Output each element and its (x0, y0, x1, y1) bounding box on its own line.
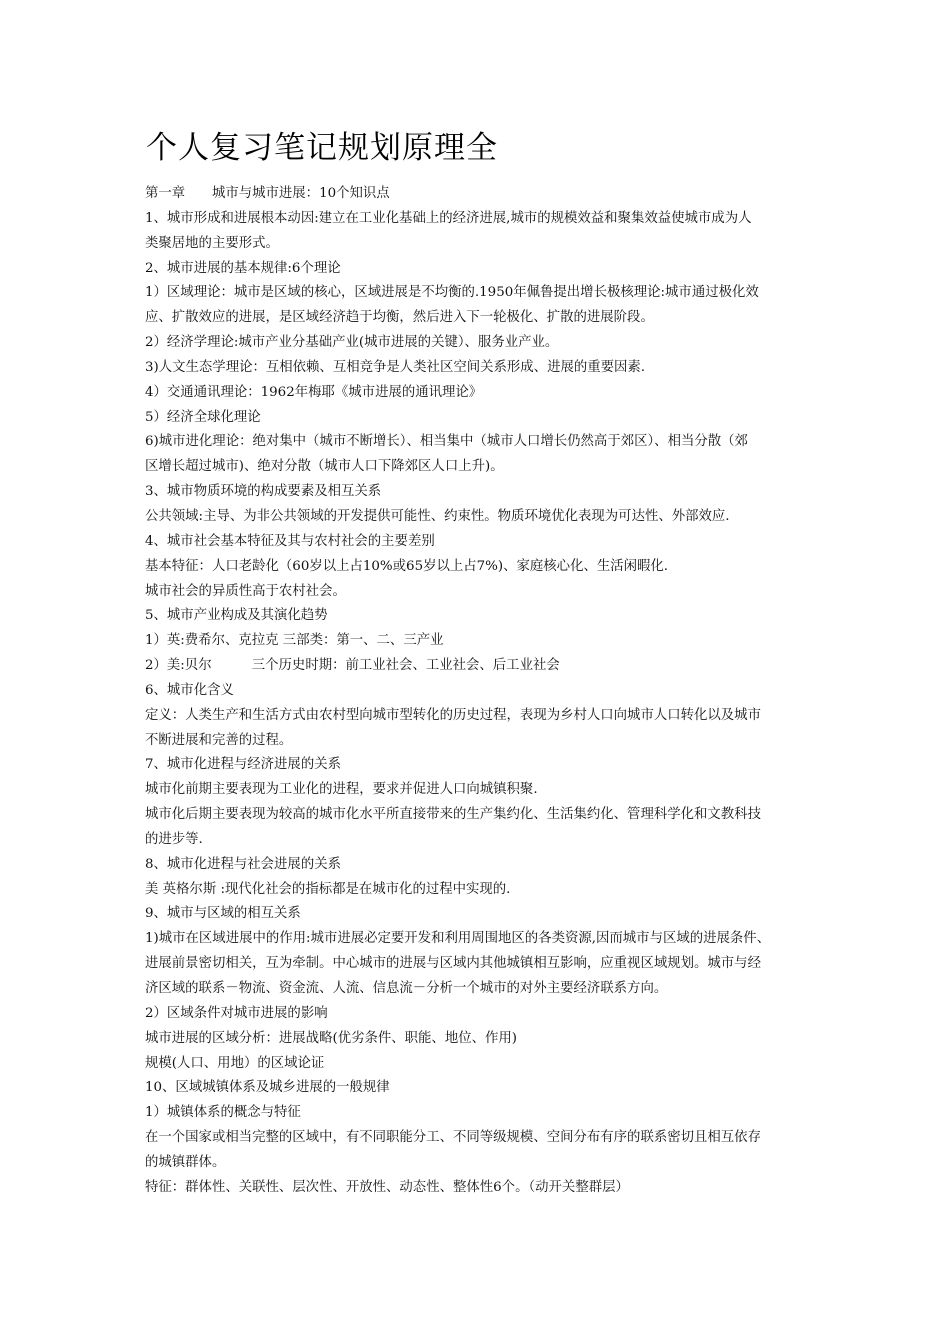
text-line: 4）交通通讯理论：1962年梅耶《城市进展的通讯理论》 (145, 384, 483, 400)
text-line: 区增长超过城市)、绝对分散（城市人口下降郊区人口上升)。 (145, 459, 504, 475)
text-line: 1）城镇体系的概念与特征 (145, 1105, 301, 1121)
text-line: 的进步等. (145, 831, 203, 847)
text-line: 特征：群体性、关联性、层次性、开放性、动态性、整体性6个。（动开关整群层） (145, 1179, 629, 1195)
text-line: 10、区域城镇体系及城乡进展的一般规律 (145, 1080, 390, 1096)
text-line: 9、城市与区域的相互关系 (145, 906, 301, 922)
text-line: 应、扩散效应的进展，是区域经济趋于均衡，然后进入下一轮极化、扩散的进展阶段。 (145, 310, 654, 326)
text-line: 1）英:费希尔、克拉克 三部类：第一、二、三产业 (145, 633, 444, 649)
text-line: 城市化前期主要表现为工业化的进程，要求并促进人口向城镇积聚. (145, 782, 538, 798)
text-line: 第一章 城市与城市进展：10个知识点 (145, 186, 390, 201)
text-line: 类聚居地的主要形式。 (145, 235, 279, 251)
document-title: 个人复习笔记规划原理全 (146, 130, 498, 166)
text-line: 2）经济学理论:城市产业分基础产业(城市进展的关键）、服务业产业。 (145, 335, 559, 351)
document-body (145, 182, 817, 1201)
text-line: 1、城市形成和进展根本动因:建立在工业化基础上的经济进展,城市的规模效益和聚集效益使城市成为人 (145, 210, 752, 226)
text-line: 4、城市社会基本特征及其与农村社会的主要差别 (145, 533, 435, 549)
text-line: 1)城市在区域进展中的作用:城市进展必定要开发和利用周围地区的各类资源,因而城市与区域的进展条件、 (145, 931, 771, 947)
text-line: 美 英格尔斯 :现代化社会的指标都是在城市化的过程中实现的. (145, 881, 511, 897)
text-line: 城市进展的区域分析：进展战略(优劣条件、职能、地位、作用) (145, 1030, 517, 1046)
text-line: 2）区域条件对城市进展的影响 (145, 1005, 328, 1021)
text-line: 2、城市进展的基本规律:6个理论 (145, 260, 341, 276)
text-line: 基本特征：人口老龄化（60岁以上占10%或65岁以上占7%)、家庭核心化、生活闲暇化. (145, 558, 669, 574)
text-line: 公共领域:主导、为非公共领域的开发提供可能性、约束性。物质环境优化表现为可达性、外部效应. (145, 508, 730, 524)
text-line: 3)人文生态学理论：互相依赖、互相竞争是人类社区空间关系形成、进展的重要因素. (145, 359, 646, 375)
text-line: 2）美:贝尔 三个历史时期：前工业社会、工业社会、后工业社会 (145, 658, 560, 674)
text-line: 7、城市化进程与经济进展的关系 (145, 757, 341, 773)
text-line: 不断进展和完善的过程。 (145, 732, 293, 748)
text-line: 在一个国家或相当完整的区域中，有不同职能分工、不同等级规模、空间分布有序的联系密切且相互依存 (145, 1130, 761, 1146)
text-line: 5）经济全球化理论 (145, 409, 261, 425)
text-line: 进展前景密切相关，互为牵制。中心城市的进展与区域内其他城镇相互影响，应重视区域规划。城市与经 (145, 956, 761, 972)
text-line: 济区域的联系－物流、资金流、人流、信息流－分析一个城市的对外主要经济联系方向。 (145, 981, 668, 996)
text-line: 规模(人口、用地）的区域论证 (145, 1055, 325, 1071)
text-line: 8、城市化进程与社会进展的关系 (145, 856, 341, 872)
text-line: 定义：人类生产和生活方式由农村型向城市型转化的历史过程，表现为乡村人口向城市人口转化以及城市 (145, 707, 761, 723)
text-line: 6)城市进化理论：绝对集中（城市不断增长）、相当集中（城市人口增长仍然高于郊区）、相当分散（郊 (145, 434, 748, 450)
text-line: 的城镇群体。 (145, 1154, 226, 1170)
text-line: 6、城市化含义 (145, 682, 234, 698)
text-line: 1）区域理论：城市是区域的核心，区域进展是不均衡的.1950年佩鲁提出增长极核理论:城市通过极化效 (145, 285, 759, 301)
text-line: 5、城市产业构成及其演化趋势 (145, 608, 328, 624)
text-line: 3、城市物质环境的构成要素及相互关系 (145, 484, 382, 500)
text-line: 城市化后期主要表现为较高的城市化水平所直接带来的生产集约化、生活集约化、管理科学化和文教科技 (145, 807, 761, 823)
text-line: 城市社会的异质性高于农村社会。 (145, 583, 346, 599)
